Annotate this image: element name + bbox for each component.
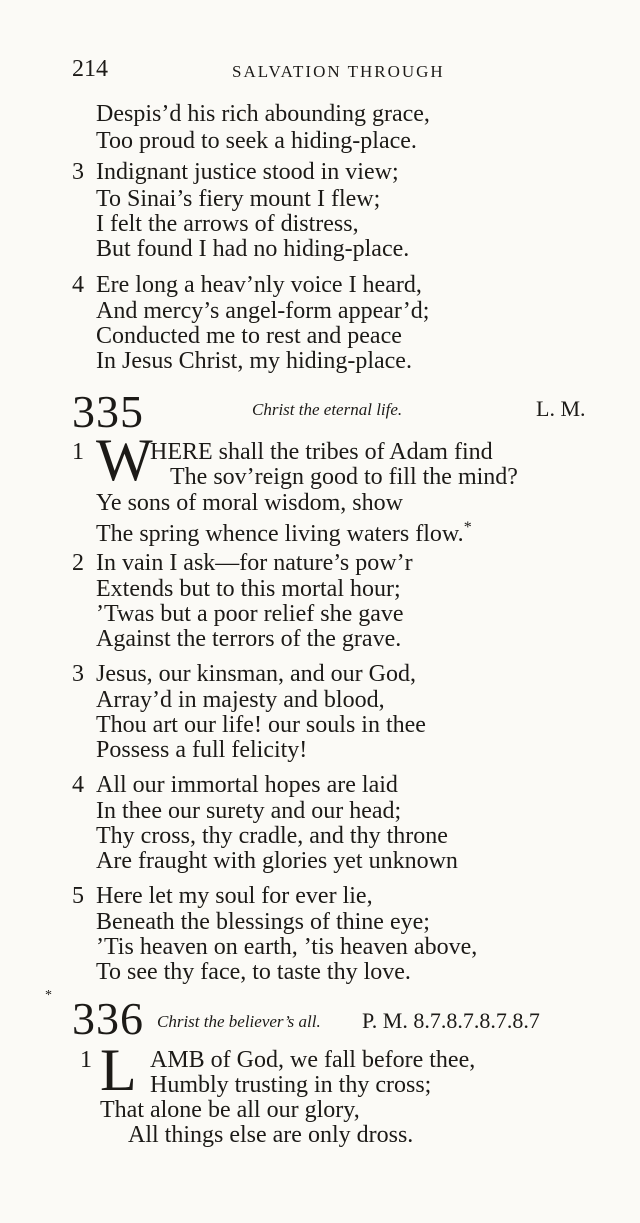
verse-line: ’Tis heaven on earth, ’tis heaven above, (96, 934, 478, 960)
footnote-mark: * (463, 519, 472, 536)
verse-line: In thee our surety and our head; (96, 798, 402, 824)
page-header (72, 56, 592, 88)
verse-line: And mercy’s angel-form appear’d; (96, 298, 430, 324)
hymn-number: 335 (72, 386, 144, 437)
stanza-number: 1 (72, 439, 84, 465)
verse-line: Are fraught with glories yet unknown (96, 848, 458, 874)
verse-line: Here let my soul for ever lie, (96, 883, 373, 909)
verse-line: Too proud to seek a hiding-place. (96, 128, 417, 154)
stanza-number: 1 (80, 1047, 92, 1073)
hymn-meter: L. M. (536, 396, 586, 421)
verse-line: In vain I ask—for nature’s pow’r (96, 550, 413, 576)
verse-line: Thy cross, thy cradle, and thy throne (96, 823, 448, 849)
hymn-title: Christ the eternal life. (252, 400, 403, 419)
page-number: 214 (72, 56, 108, 82)
verse-line: The sov’reign good to fill the mind? (170, 464, 518, 490)
verse-line-text: The spring whence living waters flow. (96, 521, 464, 547)
verse-line: Jesus, our kinsman, and our God, (96, 661, 416, 687)
verse-line: Array’d in majesty and blood, (96, 687, 385, 713)
verse-line: In Jesus Christ, my hiding-place. (96, 348, 412, 374)
verse-line: That alone be all our glory, (100, 1097, 360, 1123)
stanza-number: 3 (72, 159, 84, 185)
stanza-number: 2 (72, 550, 84, 576)
verse-line: Ere long a heav’nly voice I heard, (96, 272, 422, 298)
verse-line: Possess a full felicity! (96, 737, 308, 763)
verse-line: Extends but to this mortal hour; (96, 576, 401, 602)
verse-line: ’Twas but a poor relief she gave (96, 601, 404, 627)
verse-line: Conducted me to rest and peace (96, 323, 402, 349)
verse-line: HERE shall the tribes of Adam find (150, 439, 493, 465)
verse-line: All things else are only dross. (128, 1122, 414, 1148)
hymn-meter: P. M. 8.7.8.7.8.7.8.7 (362, 1008, 540, 1033)
verse-line: To see thy face, to taste thy love. (96, 959, 411, 985)
running-title: SALVATION THROUGH (232, 62, 445, 81)
verse-line: But found I had no hiding-place. (96, 236, 410, 262)
stanza-number: 5 (72, 883, 84, 909)
verse-line: I felt the arrows of distress, (96, 211, 359, 237)
stanza-number: 4 (72, 772, 84, 798)
hymn-number: 336 (72, 993, 144, 1044)
stanza-number: 3 (72, 661, 84, 687)
hymn-title: Christ the believer’s all. (157, 1012, 321, 1031)
drop-cap: W (96, 427, 153, 493)
verse-line: Beneath the blessings of thine eye; (96, 909, 430, 935)
verse-line: Humbly trusting in thy cross; (150, 1072, 432, 1098)
stanza-number: 4 (72, 272, 84, 298)
drop-cap: L (100, 1037, 137, 1103)
verse-line: Indignant justice stood in view; (96, 159, 399, 185)
verse-line: Thou art our life! our souls in thee (96, 712, 426, 738)
verse-line (96, 514, 472, 548)
verse-line: AMB of God, we fall before thee, (150, 1047, 476, 1073)
verse-line: Despis’d his rich abounding grace, (96, 101, 430, 127)
hymn-mark: * (45, 988, 52, 1003)
verse-line: All our immortal hopes are laid (96, 772, 398, 798)
verse-line: To Sinai’s fiery mount I flew; (96, 186, 381, 212)
verse-line: Ye sons of moral wisdom, show (96, 490, 403, 516)
verse-line: Against the terrors of the grave. (96, 626, 402, 652)
